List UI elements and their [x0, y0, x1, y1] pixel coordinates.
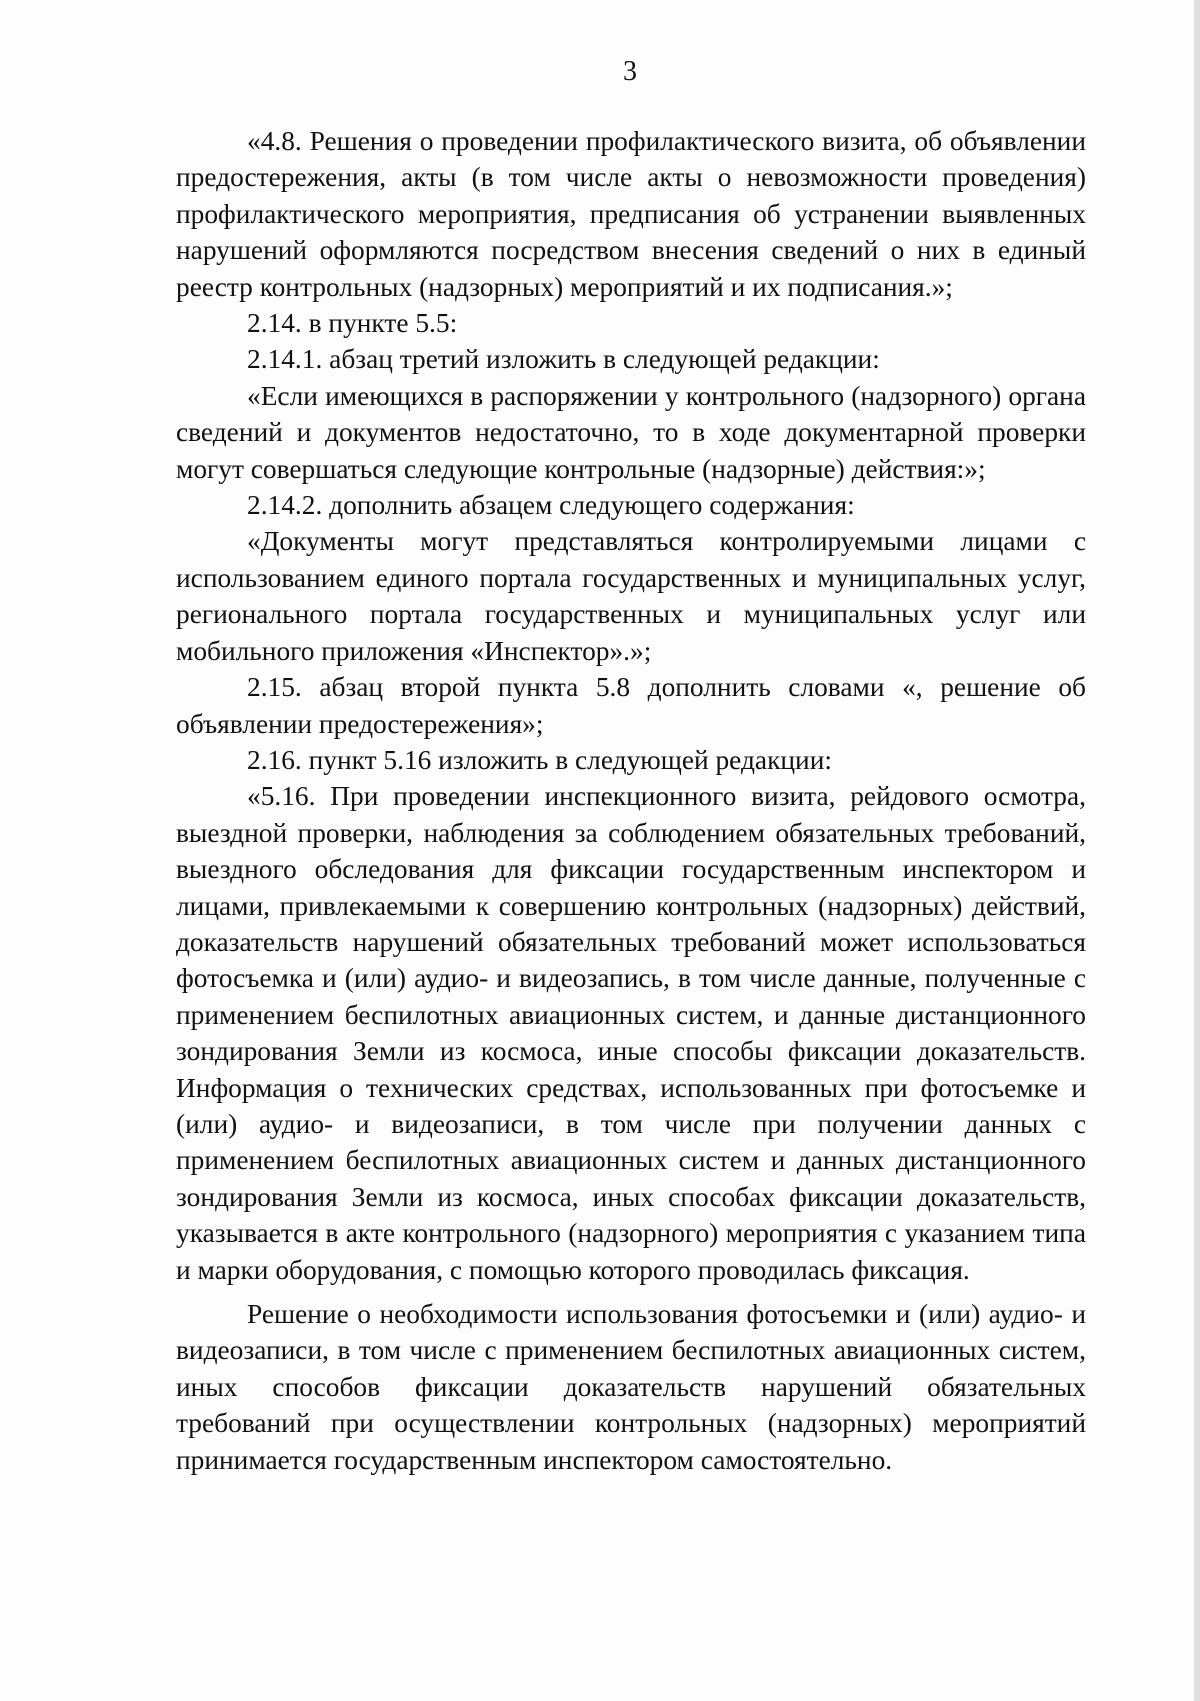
paragraph-item-2-14-2: 2.14.2. дополнить абзацем следующего содержания: — [247, 490, 855, 521]
paragraph-item-2-16: 2.16. пункт 5.16 изложить в следующей редакции: — [247, 744, 832, 775]
paragraph-quoted-documents: «Документы могут представляться контролируемыми лицами с использованием единого портала государственных и муниципальных услуг, регионального портала государственных и муниципальных услуг или мобильного приложения «Инспектор».»; — [176, 526, 1086, 666]
paragraph-clause-4-8: «4.8. Решения о проведении профилактического визита, об объявлении предостережения, акты (в том числе акты о невозможности проведения) профилактического мероприятия, предписания об устранении выявленных нарушений оформляются посредством внесения сведений о них в единый реестр контрольных (надзорных) мероприятий и их подписания.»; — [176, 126, 1086, 302]
paragraph-quoted-documentary-check: «Если имеющихся в распоряжении у контрольного (надзорного) органа сведений и документов недостаточно, то в ходе документарной проверки могут совершаться следующие контрольные (надзорные) действия:»; — [176, 380, 1086, 484]
paragraph-clause-5-16: «5.16. При проведении инспекционного визита, рейдового осмотра, выездной проверки, наблюдения за соблюдением обязательных требований, выездного обследования для фиксации государственным инспектором и лицами, привлекаемыми к совершению контрольных (надзорных) действий, доказательств нарушений обязательных требований может использоваться фотосъемка и (или) аудио- и видеозапись, в том числе данные, полученные с применением беспилотных авиационных систем, и данные дистанционного зондирования Земли из космоса, иные способы фиксации доказательств. Информация о технических средствах, использованных при фотосъемке и (или) аудио- и видеозаписи, в том числе при получении данных с применением беспилотных авиационных систем и данных дистанционного зондирования Земли из космоса, иных способах фиксации доказательств, указывается в акте контрольного (надзорного) мероприятия с указанием типа и марки оборудования, с помощью которого проводилась фиксация. — [176, 781, 1086, 1285]
document-body — [176, 123, 1086, 1478]
page-number: 3 — [623, 56, 637, 87]
paragraph-item-2-14-1: 2.14.1. абзац третий изложить в следующей редакции: — [247, 344, 880, 375]
paragraph-item-2-15: 2.15. абзац второй пункта 5.8 дополнить словами «, решение об объявлении предостережения»; — [176, 672, 1086, 739]
paragraph-item-2-14: 2.14. в пункте 5.5: — [247, 308, 458, 339]
paragraph-decision: Решение о необходимости использования фотосъемки и (или) аудио- и видеозаписи, в том числе с применением беспилотных авиационных систем, иных способов фиксации доказательств нарушений обязательных требований при осуществлении контрольных (надзорных) мероприятий принимается государственным инспектором самостоятельно. — [176, 1299, 1086, 1475]
